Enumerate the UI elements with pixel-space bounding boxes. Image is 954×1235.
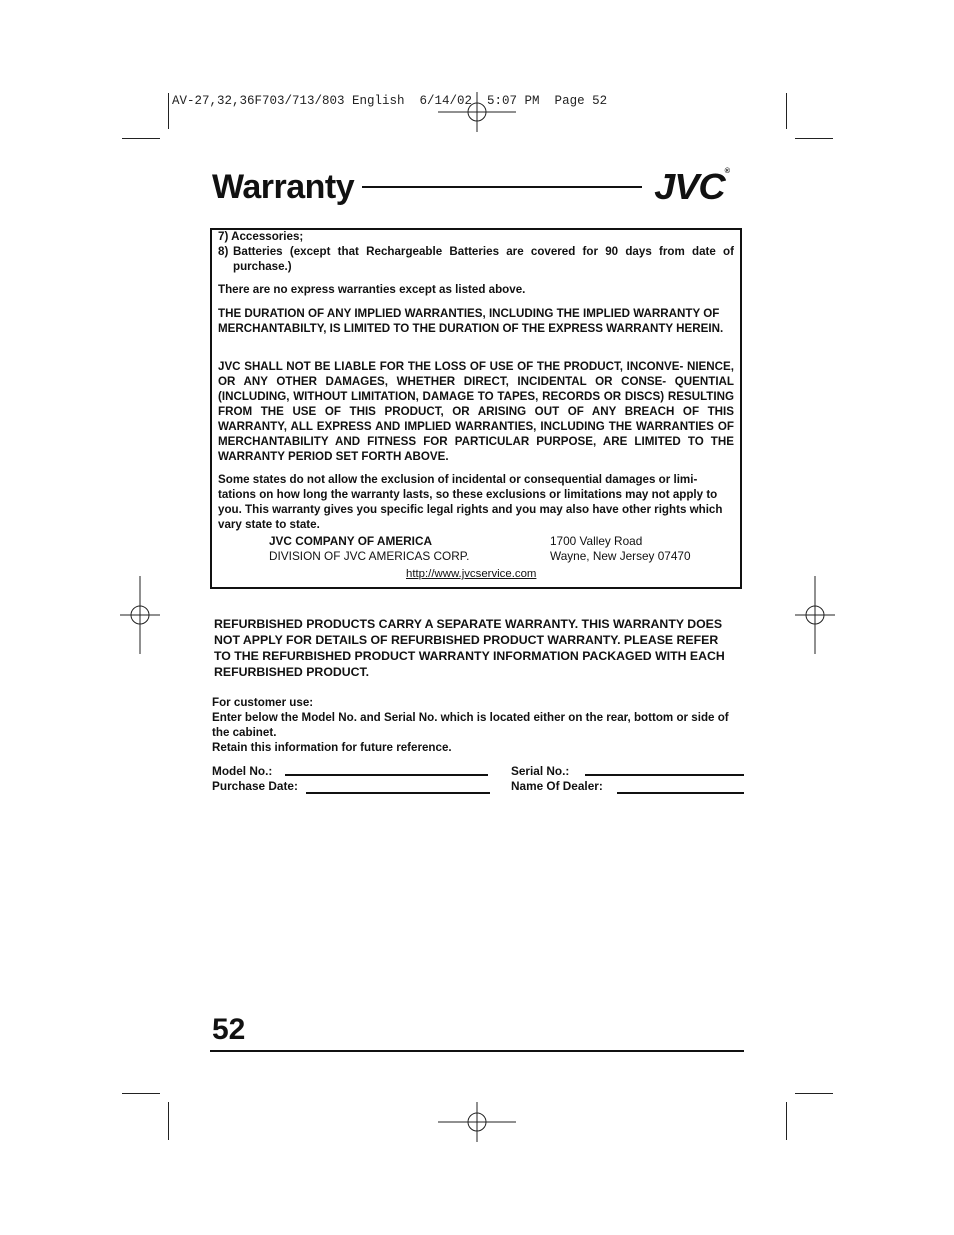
purchase-date-label: Purchase Date: <box>212 779 298 793</box>
customer-use-instruction: Enter below the Model No. and Serial No. which is located either on the rear, bottom or side of the cabinet. <box>212 711 729 739</box>
no-express-warranty-text: There are no express warranties except as listed above. <box>218 283 526 296</box>
crop-mark <box>786 1102 787 1140</box>
page-rule <box>210 1050 744 1052</box>
customer-use-heading: For customer use: <box>212 696 314 709</box>
serial-no-field[interactable] <box>585 774 744 776</box>
page-number: 52 <box>212 1013 246 1046</box>
dealer-name-field[interactable] <box>617 792 744 794</box>
registration-mark-icon <box>438 1102 516 1142</box>
model-no-label: Model No.: <box>212 764 273 778</box>
address-street: 1700 Valley Road <box>550 534 643 548</box>
serial-no-label: Serial No.: <box>511 764 570 778</box>
list-item <box>218 244 734 274</box>
list-item-text: Batteries (except that Rechargeable Batteries are covered for 90 days from date of purchase.) <box>233 245 734 273</box>
list-item: 7) Accessories; <box>218 230 304 243</box>
crop-mark <box>795 1093 833 1094</box>
company-name: JVC COMPANY OF AMERICA <box>269 534 432 548</box>
list-item-number: 8) <box>218 245 229 258</box>
jvc-logo <box>654 166 729 208</box>
logo-text: JVC <box>654 166 725 207</box>
page-title: Warranty <box>212 168 355 206</box>
address-city: Wayne, New Jersey 07470 <box>550 549 691 563</box>
dealer-name-label: Name Of Dealer: <box>511 779 603 793</box>
refurbished-notice: REFURBISHED PRODUCTS CARRY A SEPARATE WARRANTY. THIS WARRANTY DOES NOT APPLY FOR DETAILS OF REFURBISHED PRODUCT WARRANTY. PLEASE REFER TO THE REFURBISHED PRODUCT WARRANTY INFORMATION PACKAGED WITH EACH REFURBISHED PRODUCT. <box>214 617 725 679</box>
customer-use-section <box>212 695 737 755</box>
state-rights-text: Some states do not allow the exclusion of incidental or consequential damages or limi- tations on how long the warranty lasts, so these exclusions or limitations may not apply to you. This warranty gives you specific legal rights and you may also have other rights which vary state to state. <box>218 473 723 531</box>
crop-mark <box>168 93 169 129</box>
model-no-field[interactable] <box>285 774 488 776</box>
warranty-box <box>210 228 742 589</box>
implied-warranty-text: THE DURATION OF ANY IMPLIED WARRANTIES, INCLUDING THE IMPLIED WARRANTY OF MERCHANTABILTY, IS LIMITED TO THE DURATION OF THE EXPRESS WARRANTY HEREIN. <box>218 307 724 335</box>
company-division: DIVISION OF JVC AMERICAS CORP. <box>269 549 470 563</box>
crop-mark <box>122 138 160 139</box>
customer-use-retain: Retain this information for future reference. <box>212 741 452 754</box>
print-header: AV-27,32,36F703/713/803 English 6/14/02 5:07 PM Page 52 <box>172 94 608 108</box>
service-url-link[interactable]: http://www.jvcservice.com <box>406 568 537 580</box>
crop-mark <box>786 93 787 129</box>
purchase-date-field[interactable] <box>306 792 490 794</box>
crop-mark <box>168 1102 169 1140</box>
registration-mark-icon <box>795 576 835 654</box>
title-rule <box>362 186 642 188</box>
liability-text: JVC SHALL NOT BE LIABLE FOR THE LOSS OF USE OF THE PRODUCT, INCONVE- NIENCE, OR ANY OTHER DAMAGES, WHETHER DIRECT, INCIDENTAL OR CONSE- QUENTIAL (INCLUDING, WITHOUT LIMITATION, DAMAGE TO TAPES, RECORDS OR DISCS) RESULTING FROM THE USE OF THIS PRODUCT, OR ARISING OUT OF ANY BREACH OF THIS WARRANTY, ALL EXPRESS AND IMPLIED WARRANTIES, INCLUDING THE WARRANTIES OF MERCHANTABILITY AND FITNESS FOR PARTICULAR PURPOSE, ARE LIMITED TO THE WARRANTY PERIOD SET FORTH ABOVE. <box>218 360 734 463</box>
crop-mark <box>795 138 833 139</box>
registered-mark-icon: ® <box>724 168 729 175</box>
crop-mark <box>122 1093 160 1094</box>
registration-mark-icon <box>120 576 160 654</box>
